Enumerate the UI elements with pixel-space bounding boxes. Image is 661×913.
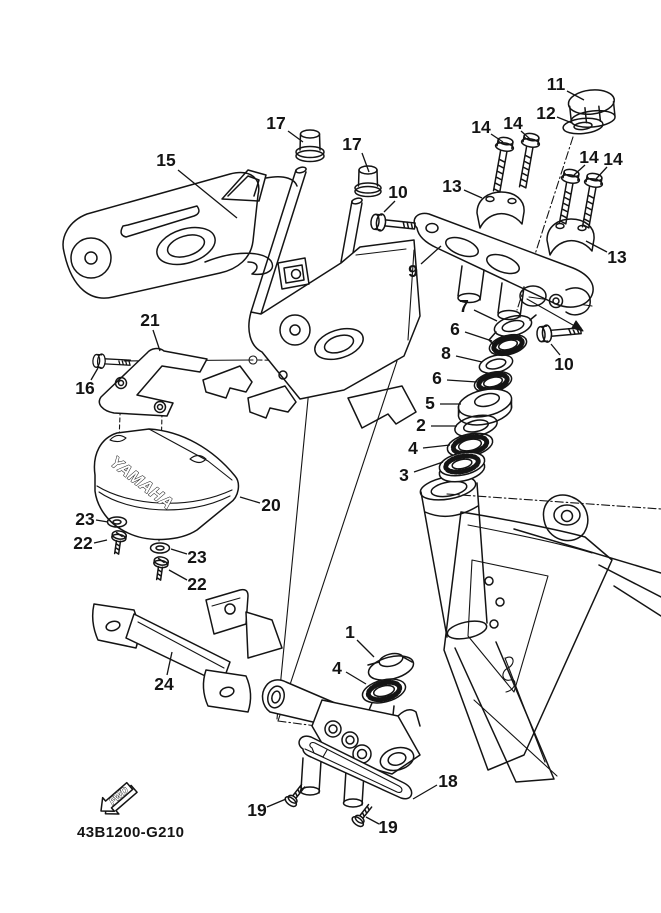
bracket-foot-left bbox=[203, 366, 252, 398]
callout-label-9: 9 bbox=[408, 261, 418, 281]
frame-boss bbox=[543, 495, 587, 541]
callout-label-22: 22 bbox=[73, 533, 93, 553]
part-21-bracket bbox=[99, 349, 207, 416]
callout-label-22: 22 bbox=[187, 574, 207, 594]
fwd-arrow bbox=[95, 778, 140, 821]
callout-label-15: 15 bbox=[156, 150, 176, 170]
callout-label-16: 16 bbox=[75, 378, 95, 398]
part-14-bolt-1 bbox=[488, 136, 515, 193]
part-22-screw-right bbox=[152, 556, 169, 581]
part-16-bolt bbox=[93, 354, 131, 370]
callout-label-14: 14 bbox=[471, 117, 491, 137]
callout-label-13: 13 bbox=[442, 176, 462, 196]
callout-label-6: 6 bbox=[432, 368, 442, 388]
callout-leader-12 bbox=[557, 117, 572, 123]
callout-label-8: 8 bbox=[441, 343, 451, 363]
yamaha-logo-text: YAMAHA bbox=[106, 452, 177, 514]
callout-label-5: 5 bbox=[425, 393, 435, 413]
callout-label-23: 23 bbox=[187, 547, 207, 567]
callout-leader-4 bbox=[346, 672, 366, 684]
part-4-bearing-lower bbox=[360, 675, 408, 707]
callout-leader-19 bbox=[267, 799, 286, 807]
callout-label-24: 24 bbox=[154, 674, 174, 694]
callout-label-4: 4 bbox=[408, 438, 418, 458]
part-23-washer-right bbox=[151, 543, 170, 553]
part-20-cover bbox=[94, 429, 238, 539]
part-13-holder-left bbox=[477, 192, 524, 228]
part-19-bolt-left bbox=[283, 782, 308, 809]
bracket-foot-mid bbox=[248, 386, 296, 418]
part-10-bolt-left bbox=[370, 213, 416, 235]
callout-label-18: 18 bbox=[438, 771, 458, 791]
part-19-bolt-right bbox=[350, 802, 375, 829]
part-17-damper-1 bbox=[296, 130, 324, 162]
callout-leader-9 bbox=[421, 246, 441, 264]
callout-label-21: 21 bbox=[140, 310, 160, 330]
callout-label-6: 6 bbox=[450, 319, 460, 339]
callout-leader-20 bbox=[240, 497, 260, 503]
callout-leader-13 bbox=[464, 190, 482, 198]
callout-label-12: 12 bbox=[536, 103, 556, 123]
callout-leader-8 bbox=[456, 356, 482, 362]
callout-leader-23 bbox=[171, 549, 187, 554]
callout-label-10: 10 bbox=[554, 354, 574, 374]
callout-label-10: 10 bbox=[388, 182, 408, 202]
part-24-bracket bbox=[93, 590, 282, 712]
callout-label-19: 19 bbox=[247, 800, 267, 820]
callout-label-14: 14 bbox=[603, 149, 623, 169]
callout-leader-22 bbox=[94, 540, 107, 543]
part-code: 43B1200-G210 bbox=[77, 824, 185, 841]
callout-leader-19 bbox=[366, 817, 379, 824]
part-22-screw-left bbox=[110, 530, 127, 555]
callout-label-17: 17 bbox=[342, 134, 362, 154]
frame-down-tube bbox=[455, 642, 554, 782]
callout-leader-18 bbox=[413, 785, 437, 799]
part-13-holder-right bbox=[547, 219, 594, 255]
fwd-label: FWD bbox=[107, 784, 131, 808]
callout-label-11: 11 bbox=[546, 74, 566, 94]
callout-label-1: 1 bbox=[345, 622, 355, 642]
frame-beam bbox=[514, 529, 661, 616]
callout-label-17: 17 bbox=[266, 113, 286, 133]
callout-label-19: 19 bbox=[378, 817, 398, 837]
part-5-bearing-cover bbox=[456, 385, 514, 430]
part-11-steering-nut bbox=[567, 88, 617, 130]
callout-label-7: 7 bbox=[459, 296, 469, 316]
part-3-bearing-race bbox=[437, 448, 487, 485]
callout-label-14: 14 bbox=[579, 147, 599, 167]
callout-label-2: 2 bbox=[416, 415, 426, 435]
callout-label-13: 13 bbox=[607, 247, 627, 267]
callout-leader-23 bbox=[96, 520, 108, 522]
callout-label-14: 14 bbox=[503, 113, 523, 133]
bracket-clamp-block bbox=[278, 258, 309, 289]
part-14-bolt-3 bbox=[554, 168, 581, 225]
callout-leader-17 bbox=[362, 153, 369, 172]
callout-label-4: 4 bbox=[332, 658, 342, 678]
callout-leader-4 bbox=[423, 445, 450, 448]
callout-label-23: 23 bbox=[75, 509, 95, 529]
part-14-bolt-2 bbox=[514, 132, 541, 189]
callout-leader-6 bbox=[465, 332, 492, 341]
callout-leader-22 bbox=[169, 570, 187, 580]
callout-label-3: 3 bbox=[399, 465, 409, 485]
callout-leader-7 bbox=[474, 310, 497, 321]
callout-label-20: 20 bbox=[261, 495, 281, 515]
callout-leader-6 bbox=[447, 380, 477, 382]
frame-head-tube bbox=[419, 472, 661, 782]
callout-leader-10 bbox=[384, 201, 395, 212]
callout-leader-1 bbox=[357, 640, 374, 657]
